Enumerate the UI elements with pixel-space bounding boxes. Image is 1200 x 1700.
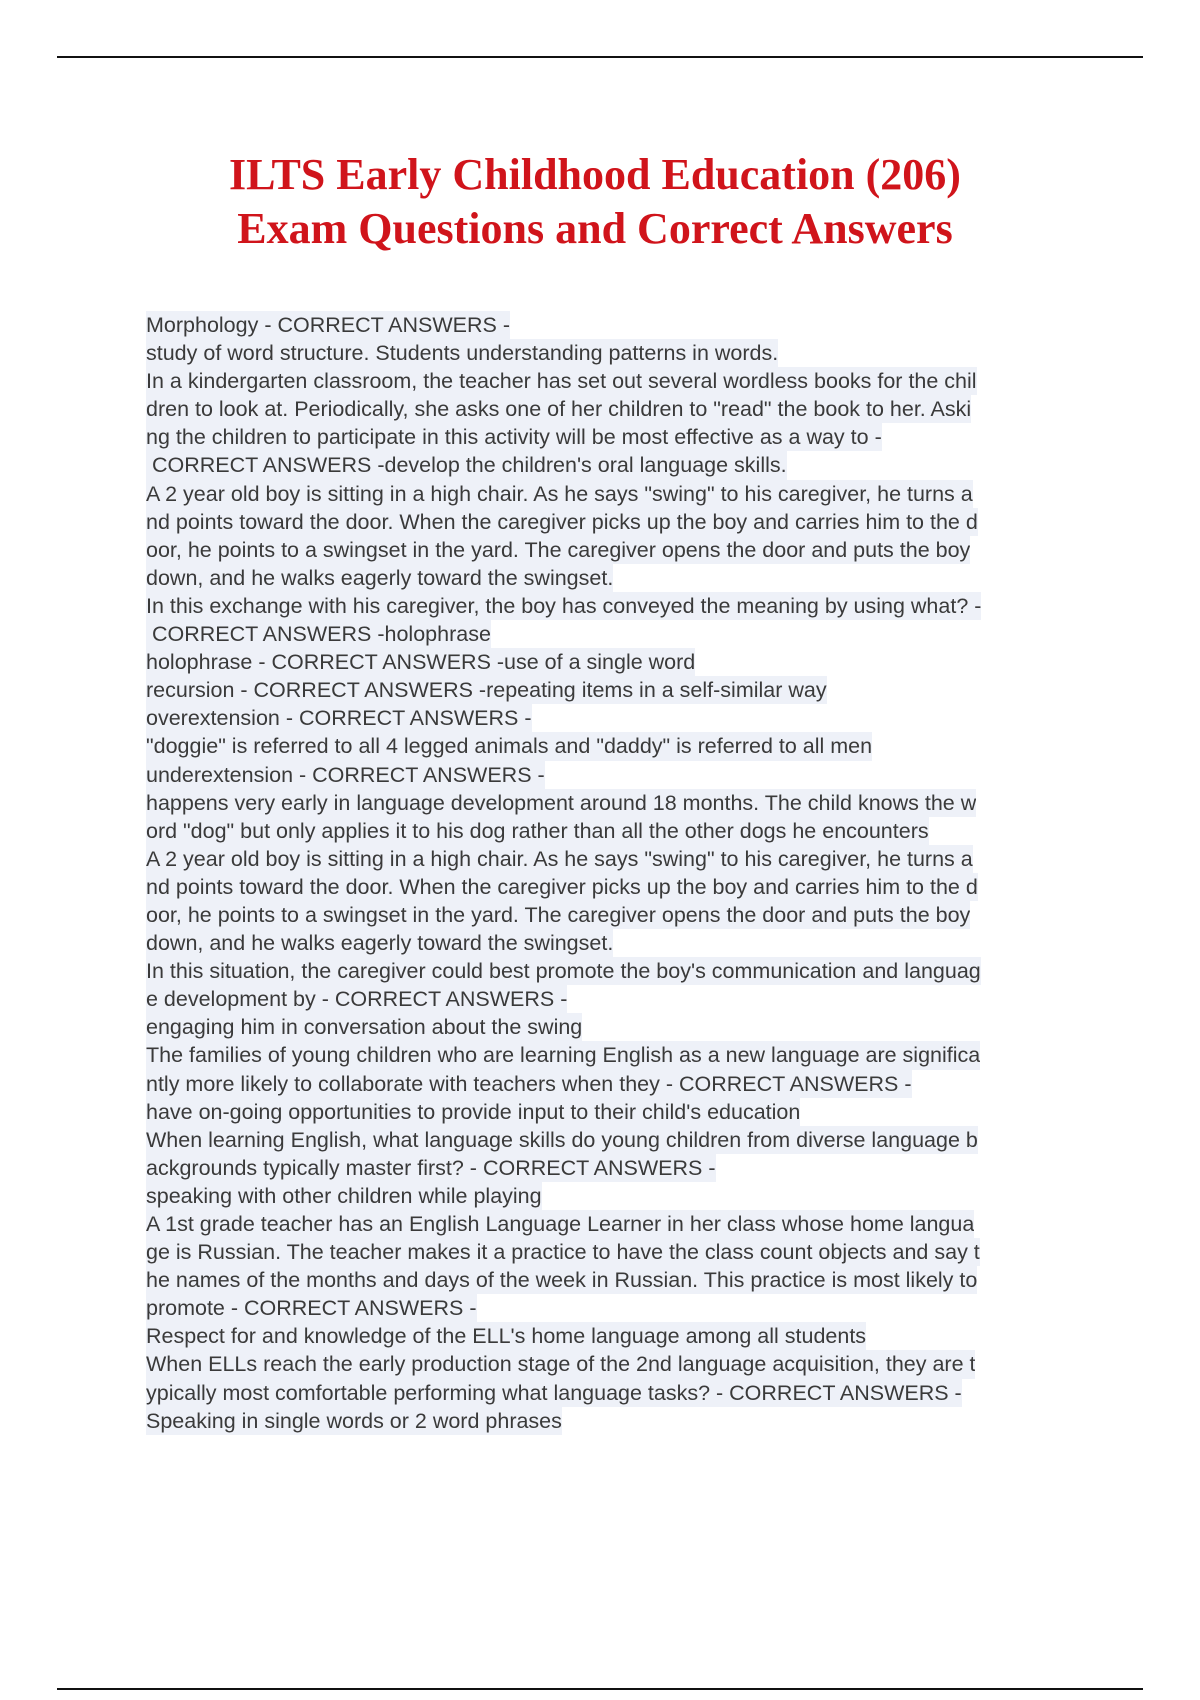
text-line: When ELLs reach the early production stage of the 2nd language acquisition, they are t bbox=[146, 1350, 975, 1378]
text-line: down, and he walks eagerly toward the swingset. bbox=[146, 564, 613, 592]
bottom-rule bbox=[57, 1688, 1143, 1690]
title-line-1: ILTS Early Childhood Education (206) bbox=[229, 150, 961, 199]
text-line: In a kindergarten classroom, the teacher has set out several wordless books for the chil bbox=[146, 367, 977, 395]
text-line: happens very early in language development around 18 months. The child knows the w bbox=[146, 789, 976, 817]
text-line: speaking with other children while playing bbox=[146, 1182, 542, 1210]
text-line: underextension - CORRECT ANSWERS - bbox=[146, 761, 545, 789]
text-line: ng the children to participate in this activity will be most effective as a way to - bbox=[146, 423, 882, 451]
text-line: A 2 year old boy is sitting in a high chair. As he says "swing" to his caregiver, he turns a bbox=[146, 845, 973, 873]
text-line: ge is Russian. The teacher makes it a practice to have the class count objects and say t bbox=[146, 1238, 980, 1266]
text-line: recursion - CORRECT ANSWERS -repeating items in a self-similar way bbox=[146, 676, 827, 704]
text-line: study of word structure. Students understanding patterns in words. bbox=[146, 339, 778, 367]
text-line: nd points toward the door. When the caregiver picks up the boy and carries him to the d bbox=[146, 873, 978, 901]
text-line: In this situation, the caregiver could best promote the boy's communication and languag bbox=[146, 957, 981, 985]
top-rule bbox=[57, 56, 1143, 58]
text-line: A 2 year old boy is sitting in a high chair. As he says "swing" to his caregiver, he turns a bbox=[146, 480, 973, 508]
text-line: When learning English, what language skills do young children from diverse language b bbox=[146, 1126, 978, 1154]
text-line: Respect for and knowledge of the ELL's home language among all students bbox=[146, 1322, 866, 1350]
text-line: dren to look at. Periodically, she asks one of her children to "read" the book to her. Aski bbox=[146, 395, 971, 423]
text-line: ntly more likely to collaborate with teachers when they - CORRECT ANSWERS - bbox=[146, 1070, 912, 1098]
text-line: Morphology - CORRECT ANSWERS - bbox=[146, 311, 510, 339]
text-line: CORRECT ANSWERS -develop the children's oral language skills. bbox=[146, 451, 787, 479]
text-line: engaging him in conversation about the swing bbox=[146, 1013, 582, 1041]
text-line: e development by - CORRECT ANSWERS - bbox=[146, 985, 567, 1013]
text-line: he names of the months and days of the week in Russian. This practice is most likely to bbox=[146, 1266, 977, 1294]
text-line: oor, he points to a swingset in the yard. The caregiver opens the door and puts the boy bbox=[146, 536, 970, 564]
text-line: In this exchange with his caregiver, the boy has conveyed the meaning by using what? - bbox=[146, 592, 981, 620]
text-line: ypically most comfortable performing what language tasks? - CORRECT ANSWERS - bbox=[146, 1379, 962, 1407]
text-line: CORRECT ANSWERS -holophrase bbox=[146, 620, 491, 648]
text-line: Speaking in single words or 2 word phrases bbox=[146, 1407, 562, 1435]
page-title bbox=[0, 148, 1190, 256]
title-line-2: Exam Questions and Correct Answers bbox=[237, 204, 953, 253]
text-line: ackgrounds typically master first? - CORRECT ANSWERS - bbox=[146, 1154, 716, 1182]
text-line: holophrase - CORRECT ANSWERS -use of a single word bbox=[146, 648, 695, 676]
text-line: down, and he walks eagerly toward the swingset. bbox=[146, 929, 613, 957]
text-line: overextension - CORRECT ANSWERS - bbox=[146, 704, 532, 732]
text-line: oor, he points to a swingset in the yard. The caregiver opens the door and puts the boy bbox=[146, 901, 970, 929]
text-line: The families of young children who are learning English as a new language are significa bbox=[146, 1041, 980, 1069]
qa-content bbox=[146, 311, 1086, 1435]
text-line: nd points toward the door. When the caregiver picks up the boy and carries him to the d bbox=[146, 508, 978, 536]
text-line: A 1st grade teacher has an English Language Learner in her class whose home langua bbox=[146, 1210, 974, 1238]
text-line: have on-going opportunities to provide input to their child's education bbox=[146, 1098, 800, 1126]
text-line: "doggie" is referred to all 4 legged animals and "daddy" is referred to all men bbox=[146, 732, 872, 760]
text-line: ord "dog" but only applies it to his dog rather than all the other dogs he encounters bbox=[146, 817, 929, 845]
text-line: promote - CORRECT ANSWERS - bbox=[146, 1294, 477, 1322]
